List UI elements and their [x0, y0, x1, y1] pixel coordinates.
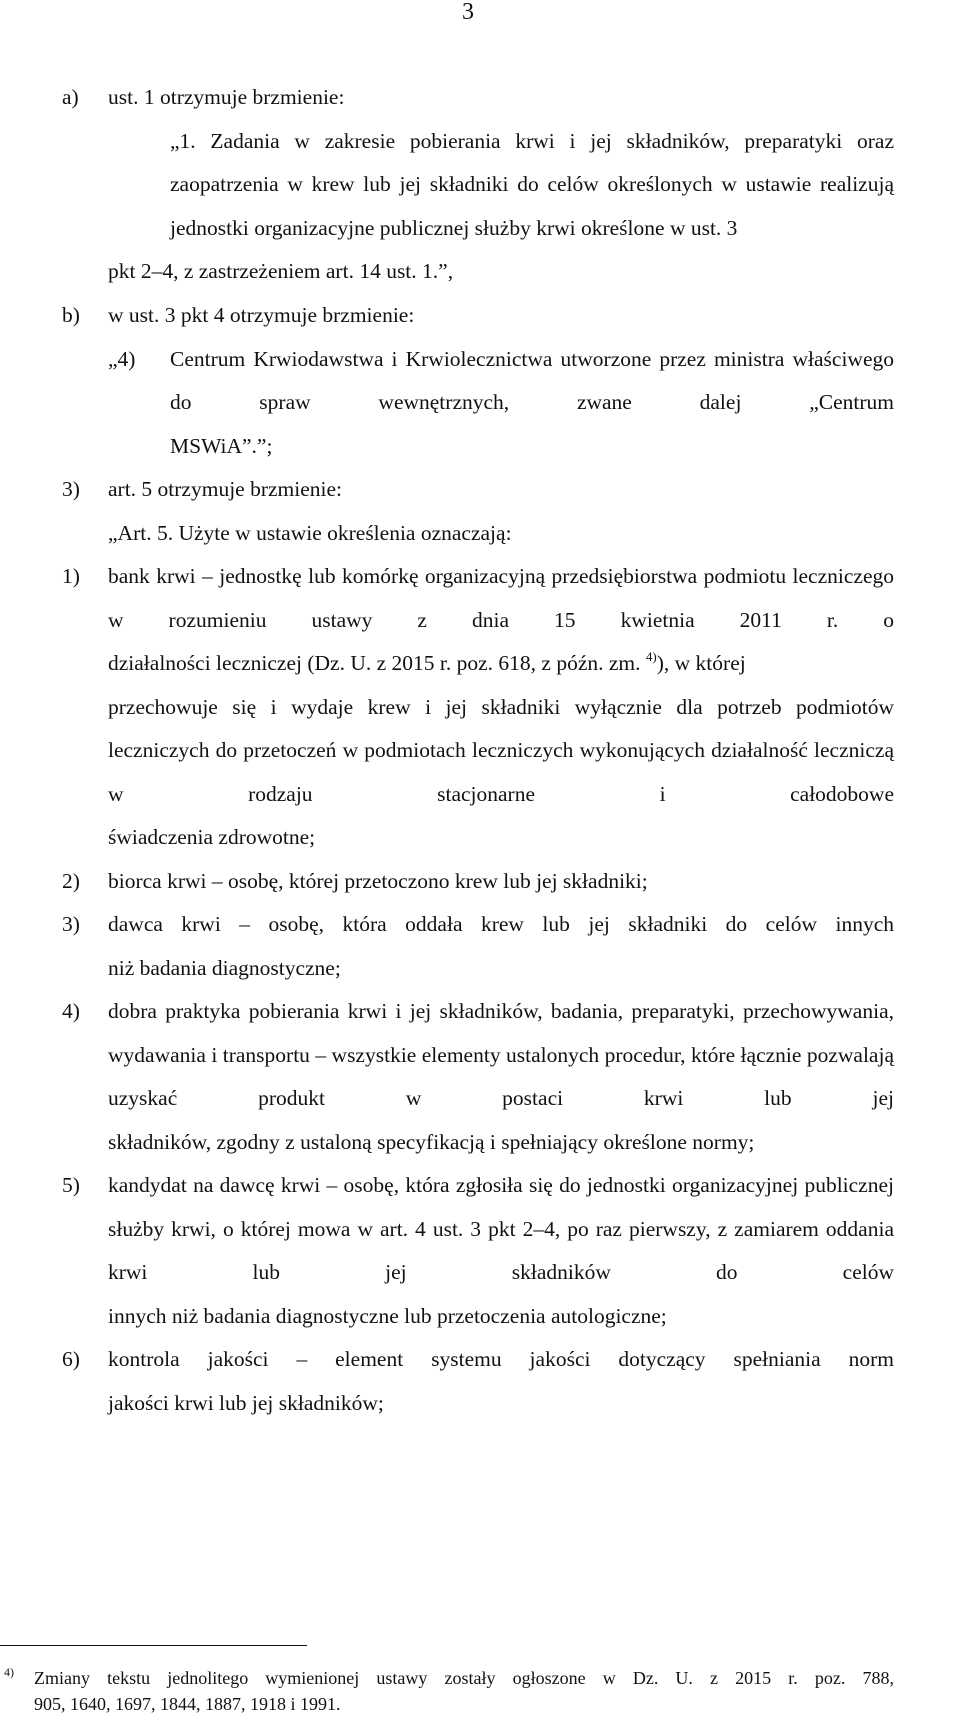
definition-item	[62, 555, 894, 860]
amendment-b-quote	[62, 338, 894, 469]
definition-text: dawca krwi – osobę, która oddała krew lub jej składniki do celów innych	[108, 912, 894, 936]
definition-item	[62, 1164, 894, 1338]
footnote-reference: 4)	[645, 649, 657, 664]
definition-item	[62, 990, 894, 1164]
definition-text-end: jakości krwi lub jej składników;	[108, 1390, 384, 1415]
definition-text-cont	[108, 642, 894, 686]
amendment-b-intro: b) w ust. 3 pkt 4 otrzymuje brzmienie:	[62, 294, 894, 338]
definition-item	[62, 860, 894, 904]
amendment-3-intro: 3) art. 5 otrzymuje brzmienie:	[62, 468, 894, 512]
definition-label: 3)	[62, 912, 80, 936]
definition-text-end: innych niż badania diagnostyczne lub przetoczenia autologiczne;	[108, 1303, 667, 1328]
amendment-b-quote-text: Centrum Krwiodawstwa i Krwiolecznictwa utworzone przez ministra właściwego do spraw wewnętrznych, zwane dalej „Centrum	[170, 346, 894, 414]
definition-text: bank krwi – jednostkę lub komórkę organizacyjną przedsiębiorstwa podmiotu leczniczego w rozumieniu ustawy z dnia 15 kwietnia 2011 r. o	[108, 564, 894, 632]
definition-text-part: ), w której	[656, 651, 746, 675]
amendment-b-quote-label: „4)	[108, 346, 136, 371]
amendment-a-quote-text: „1. Zadania w zakresie pobierania krwi i jej składników, preparatyki oraz zaopatrzenia w krew lub jej składniki do celów określonych w ustawie realizują jednostki organizacyjne publicznej służby krwi określone w ust. 3	[170, 128, 894, 240]
amendment-a-intro: a) ust. 1 otrzymuje brzmienie:	[62, 76, 894, 120]
amendment-b-label: b)	[62, 303, 80, 327]
definition-text: dobra praktyka pobierania krwi i jej składników, badania, preparatyki, przechowywania, wydawania i transportu – wszystkie elementy ustalonych procedur, które łącznie pozwalają uzyskać produkt w postaci krwi lub jej	[108, 999, 894, 1110]
definition-item	[62, 903, 894, 990]
definition-text: kontrola jakości – element systemu jakości dotyczący spełniania norm	[108, 1347, 894, 1371]
amendment-3	[62, 468, 894, 555]
article-5-heading: „Art. 5. Użyte w ustawie określenia oznaczają:	[108, 520, 512, 545]
definition-text: kandydat na dawcę krwi – osobę, która zgłosiła się do jednostki organizacyjnej publicznej służby krwi, o której mowa w art. 4 ust. 3 pkt 2–4, po raz pierwszy, z zamiarem oddania krwi lub jej składników do celów	[108, 1173, 894, 1284]
amendment-a-quote	[62, 120, 894, 294]
definition-label: 2)	[62, 868, 80, 893]
definition-label: 5)	[62, 1173, 80, 1197]
footnote-separator	[0, 1645, 307, 1646]
definitions-list	[62, 555, 894, 1425]
footnote-text-cont: 905, 1640, 1697, 1844, 1887, 1918 i 1991.	[34, 1694, 341, 1714]
definition-text-end: niż badania diagnostyczne;	[108, 955, 341, 980]
amendment-a	[62, 76, 894, 294]
definition-text: biorca krwi – osobę, której przetoczono krew lub jej składniki;	[108, 868, 648, 893]
footnote	[4, 1665, 894, 1717]
definition-label: 1)	[62, 564, 80, 588]
definition-text-end: składników, zgodny z ustaloną specyfikacją i spełniający określone normy;	[108, 1129, 755, 1154]
amendment-b-quote-end: MSWiA”.”;	[170, 433, 273, 458]
definition-label: 6)	[62, 1347, 80, 1371]
footnote-mark: 4)	[4, 1665, 14, 1679]
definition-text-end: świadczenia zdrowotne;	[108, 825, 316, 849]
footnote-text: Zmiany tekstu jednolitego wymienionej ustawy zostały ogłoszone w Dz. U. z 2015 r. poz. 788,	[34, 1668, 894, 1688]
definition-text-part: działalności leczniczej (Dz. U. z 2015 r. poz. 618, z późn. zm.	[108, 651, 641, 675]
definition-item	[62, 1338, 894, 1425]
definition-text: przechowuje się i wydaje krew i jej składniki wyłącznie dla potrzeb podmiotów leczniczych do przetoczeń w podmiotach leczniczych wykonujących działalność leczniczą w rodzaju stacjonarne i całodobowe	[108, 694, 894, 806]
amendment-b	[62, 294, 894, 468]
amendment-a-label: a)	[62, 85, 79, 109]
page-number: 3	[462, 0, 474, 25]
amendment-a-quote-end: pkt 2–4, z zastrzeżeniem art. 14 ust. 1.”,	[108, 259, 454, 283]
definition-label: 4)	[62, 999, 80, 1023]
amendment-3-label: 3)	[62, 477, 80, 501]
